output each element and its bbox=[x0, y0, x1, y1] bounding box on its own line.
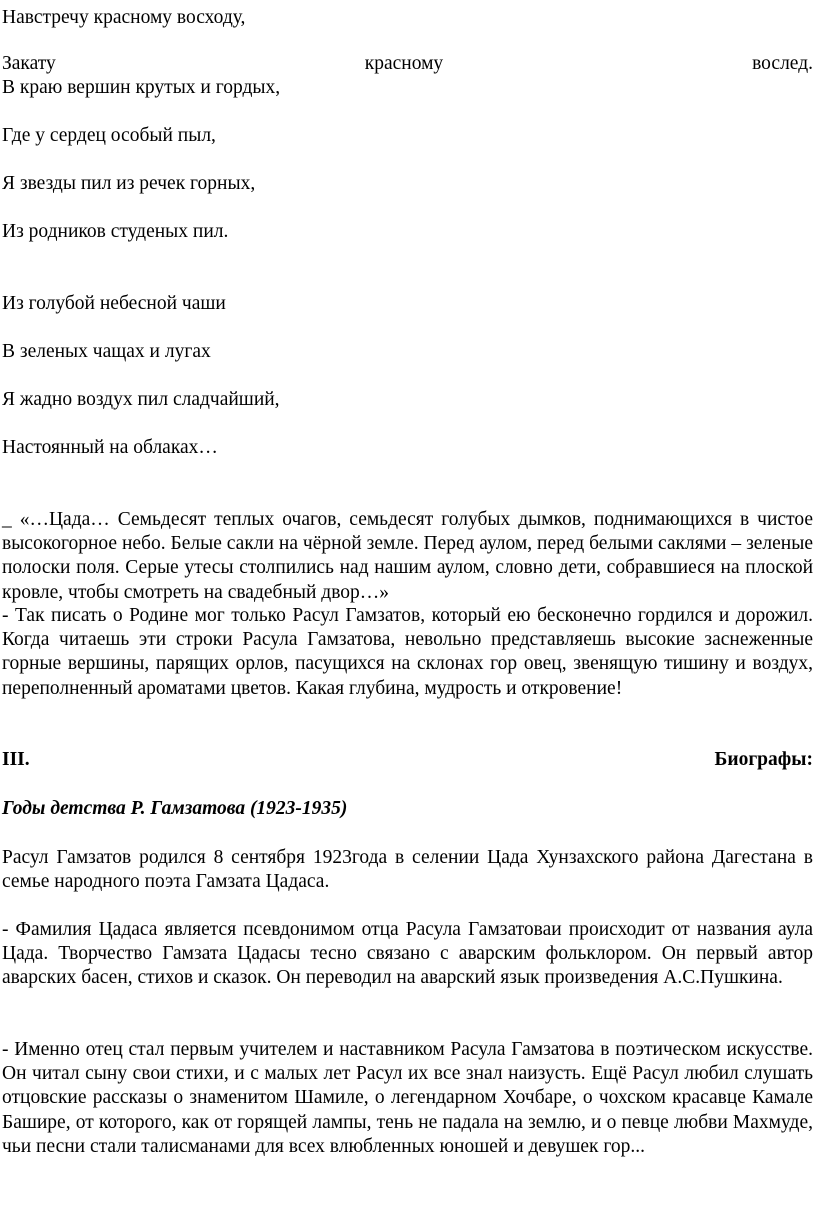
poem-stanza2-line-2: Где у сердец особый пыл, bbox=[2, 125, 216, 146]
subheading: Годы детства Р. Гамзатова (1923-1935) bbox=[2, 798, 348, 819]
poem-line-2-word-2: красному bbox=[364, 53, 444, 74]
poem-line-2-word-1: Закату bbox=[2, 53, 56, 74]
poem-line-1: Навстречу красному восходу, bbox=[2, 7, 246, 28]
poem-line-2-word-3: вослед. bbox=[752, 53, 813, 74]
section-number: III. bbox=[2, 749, 30, 770]
section-heading bbox=[2, 748, 813, 772]
poem-stanza3-line-3: Я жадно воздух пил сладчайший, bbox=[2, 389, 280, 410]
quote-paragraph: _ «…Цада… Семьдесят теплых очагов, семьдесят голубых дымков, поднимающихся в чистое высокогорное небо. Белые сакли на чёрной земле. Перед аулом, перед белыми саклями – зеленые полоски поля. Серые утесы столпились над нашим аулом, словно дети, собравшиеся на плоской кровле, чтобы смотреть на свадебный двор…» bbox=[2, 509, 813, 603]
poem-stanza2-line-3: Я звезды пил из речек горных, bbox=[2, 173, 256, 194]
bio-paragraph-3: - Именно отец стал первым учителем и наставником Расула Гамзатова в поэтическом искусстве. Он читал сыну свои стихи, и с малых лет Расул их все знал наизусть. Ещё Расул любил слушать отцовские рассказы о знаменитом Шамиле, о легендарном Хочбаре, о чохском красавце Камале Башире, от которого, как от горящей лампы, тень не падала на землю, и о певце любви Махмуде, чьи песни стали талисманами для всех влюбленных юношей и девушек гор... bbox=[2, 1039, 813, 1157]
poem-stanza2-line-1: В краю вершин крутых и гордых, bbox=[2, 77, 281, 98]
poem-line-2 bbox=[2, 52, 813, 76]
section-title: Биографы: bbox=[714, 749, 813, 770]
bio-paragraph-1: Расул Гамзатов родился 8 сентября 1923года в селении Цада Хунзахского района Дагестана в семье народного поэта Гамзата Цадаса. bbox=[2, 847, 813, 893]
poem-stanza3-line-1: Из голубой небесной чаши bbox=[2, 293, 226, 314]
poem-stanza3-line-4: Настоянный на облаках… bbox=[2, 437, 218, 458]
comment-paragraph: - Так писать о Родине мог только Расул Гамзатов, который ею бесконечно гордился и дорожил. Когда читаешь эти строки Расула Гамзатова, невольно представляешь высокие заснеженные горные вершины, парящих орлов, пасущихся на склонах гор овец, звенящую тишину и воздух, переполненный ароматами цветов. Какая глубина, мудрость и откровение! bbox=[2, 605, 813, 699]
poem-stanza3-line-2: В зеленых чащах и лугах bbox=[2, 341, 211, 362]
bio-paragraph-2: - Фамилия Цадаса является псевдонимом отца Расула Гамзатоваи происходит от названия аула Цада. Творчество Гамзата Цадасы тесно связано с аварским фольклором. Он первый автор аварских басен, стихов и сказок. Он переводил на аварский язык произведения А.С.Пушкина. bbox=[2, 919, 813, 989]
poem-stanza2-line-4: Из родников студеных пил. bbox=[2, 221, 229, 242]
